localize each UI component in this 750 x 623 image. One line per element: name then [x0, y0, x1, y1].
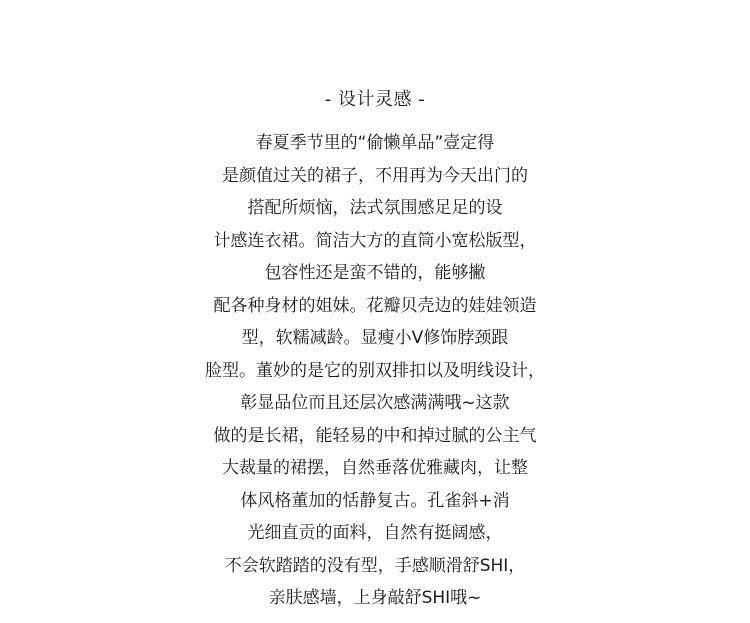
section-title: - 设计灵感 -	[324, 89, 426, 110]
description-line: 脸型。董妙的是它的别双排扣以及明线设计，	[205, 360, 545, 381]
description-line: 搭配所烦恼，法式氛围感足足的设	[247, 198, 503, 218]
description-line: 做的是长裙，能轻易的中和掉过腻的公主气	[213, 425, 537, 446]
description-line: 亲肤感墙，上身敲舒SHI哦~	[268, 588, 482, 608]
description-line: 包容性还是蛮不错的，能够撇	[264, 263, 486, 283]
description-line: 彰显品位而且还层次感满满哦~这款	[240, 393, 510, 413]
description-line: 大裁量的裙摆，自然垂落优雅藏肉，让整	[222, 458, 528, 478]
description-line: 不会软踏踏的没有型，手感顺滑舒SHI，	[224, 555, 526, 576]
description-line: 体风格董加的恬静复古。孔雀斜+消	[240, 490, 510, 511]
description-line: 计感连衣裙。简洁大方的直筒小宽松版型，	[213, 230, 537, 251]
description-line: 春夏季节里的“偷懒单品”壹定得	[255, 133, 495, 153]
description-line: 配各种身材的姐妹。花瓣贝壳边的娃娃领造	[213, 295, 537, 316]
description-line: 是颜值过关的裙子，不用再为今天出门的	[222, 165, 528, 186]
description-line: 型，软糯减龄。显瘦小V修饰脖颈跟	[241, 328, 509, 348]
description-line: 光细直贡的面料，自然有挺阔感，	[247, 523, 503, 543]
description-body	[0, 127, 750, 615]
